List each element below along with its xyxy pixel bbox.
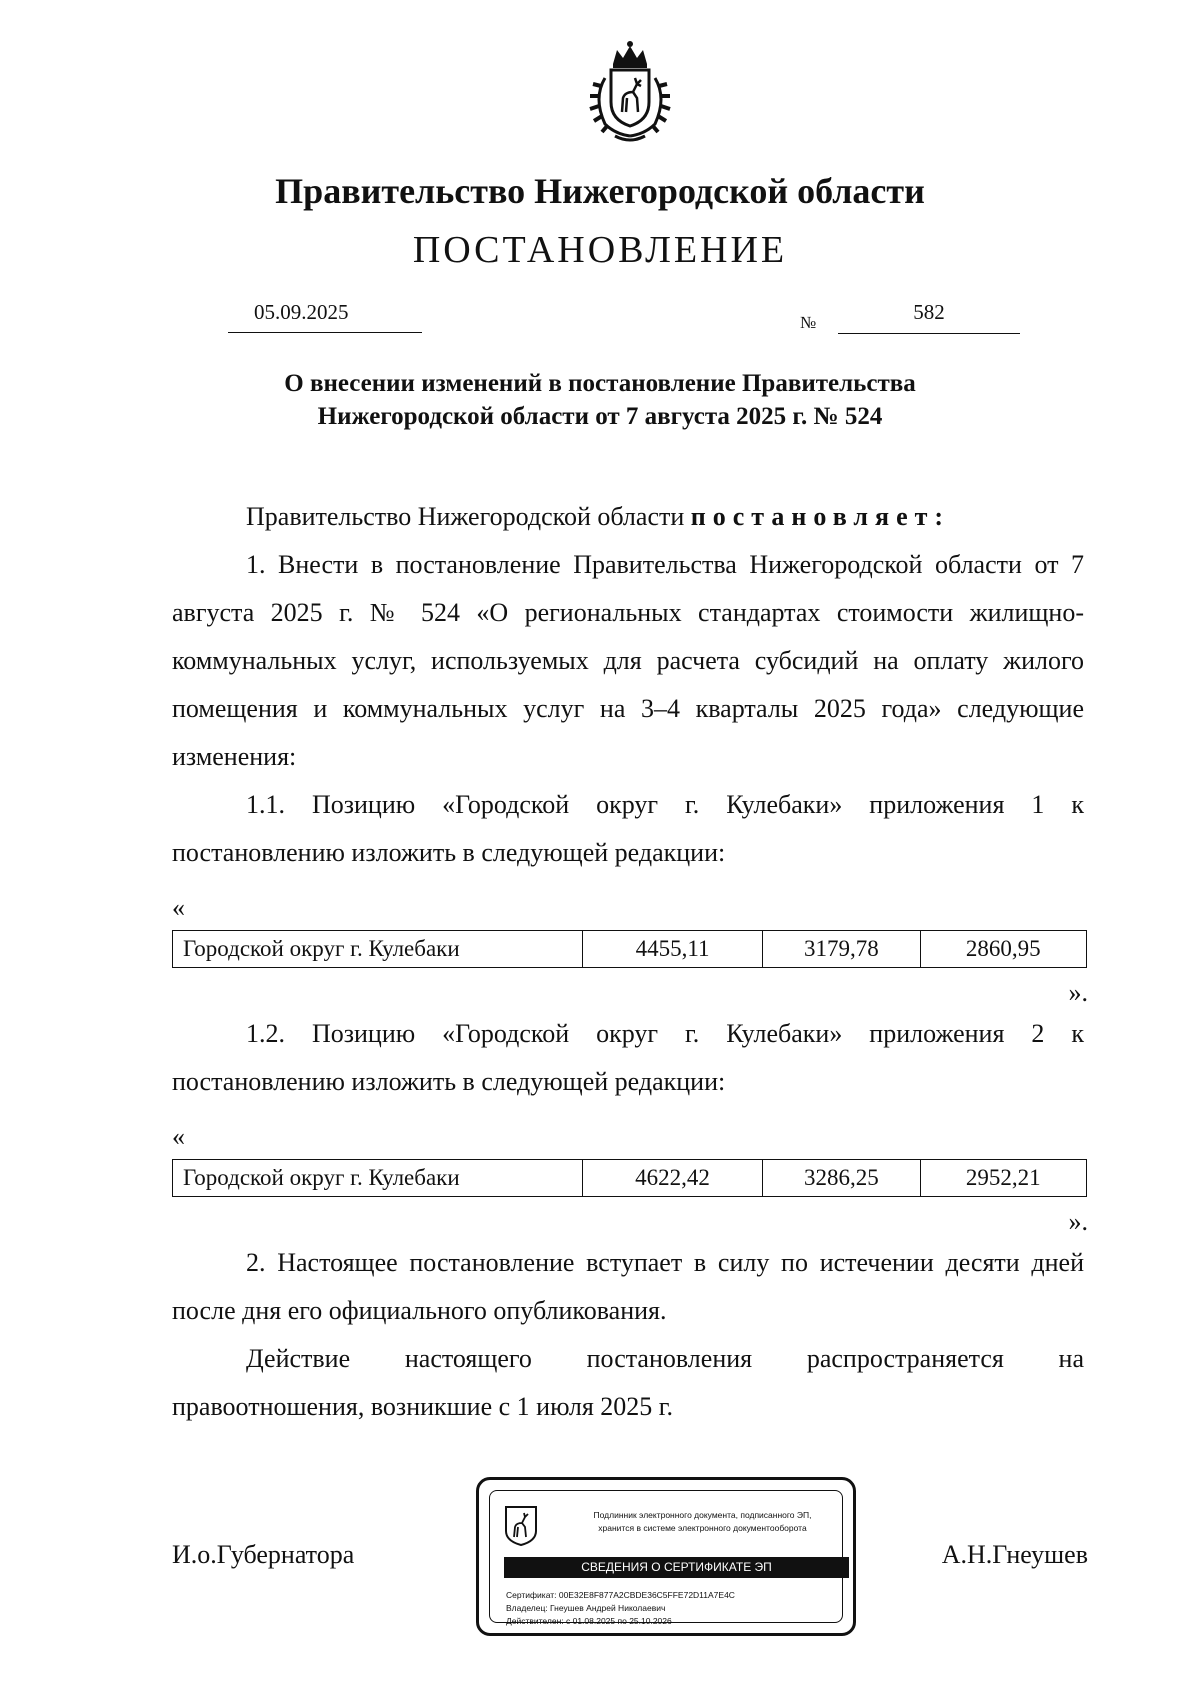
intro-paragraph xyxy=(246,493,950,541)
intro-text: Правительство Нижегородской области xyxy=(246,502,685,531)
table-cell-value: 4455,11 xyxy=(582,931,762,968)
table-cell-name: Городской округ г. Кулебаки xyxy=(173,931,583,968)
values-table-2 xyxy=(172,1159,1087,1197)
document-date: 05.09.2025 xyxy=(228,300,422,333)
table-cell-value: 2860,95 xyxy=(920,931,1086,968)
quote-close-2: ». xyxy=(1068,1207,1088,1236)
paragraph-3: Действие настоящего постановления распространяется на правоотношения, возникшие с 1 июля 2025 г. xyxy=(172,1344,1084,1421)
stamp-certificate-info xyxy=(506,1589,735,1628)
stamp-cert-id: Сертификат: 00E32E8F877A2CBDE36C5FFE72D11A7E4C xyxy=(506,1590,735,1600)
stamp-note-line-1: Подлинник электронного документа, подписанного ЭП, xyxy=(593,1510,812,1520)
table-cell-value: 2952,21 xyxy=(920,1160,1086,1197)
stamp-note xyxy=(560,1509,845,1535)
table-cell-value: 3179,78 xyxy=(763,931,920,968)
deer-emblem-icon xyxy=(504,1505,538,1547)
subject-line-1: О внесении изменений в постановление Правительства xyxy=(284,370,916,397)
stamp-certificate-header: СВЕДЕНИЯ О СЕРТИФИКАТЕ ЭП xyxy=(504,1557,849,1578)
values-table-1 xyxy=(172,930,1087,968)
stamp-frame xyxy=(489,1490,843,1626)
document-subject xyxy=(0,367,1200,433)
stamp-note-line-2: хранится в системе электронного документооборота xyxy=(598,1523,807,1533)
table-row xyxy=(173,1160,1087,1197)
document-type: ПОСТАНОВЛЕНИЕ xyxy=(412,229,788,271)
paragraph-1-2: 1.2. Позицию «Городской округ г. Кулебаки» приложения 2 к постановлению изложить в следующей редакции: xyxy=(172,1019,1084,1096)
intro-verb: постановляет: xyxy=(690,502,951,531)
signatory-name: А.Н.Гнеушев xyxy=(941,1540,1088,1569)
stamp-owner: Владелец: Гнеушев Андрей Николаевич xyxy=(506,1603,666,1613)
stamp-validity: Действителен: с 01.08.2025 по 25.10.2026 xyxy=(506,1616,672,1626)
table-cell-value: 3286,25 xyxy=(763,1160,920,1197)
quote-close-1: ». xyxy=(1068,978,1088,1007)
quote-open-1: « xyxy=(172,893,185,922)
table-cell-name: Городской округ г. Кулебаки xyxy=(173,1160,583,1197)
number-sign: № xyxy=(800,313,817,332)
document-number: 582 xyxy=(838,300,1020,334)
paragraph-2: 2. Настоящее постановление вступает в силу по истечении десяти дней после дня его официального опубликования. xyxy=(172,1248,1084,1325)
coat-of-arms-icon xyxy=(575,38,685,146)
subject-line-2: Нижегородской области от 7 августа 2025 г. № 524 xyxy=(317,403,883,430)
table-cell-value: 4622,42 xyxy=(582,1160,762,1197)
quote-open-2: « xyxy=(172,1122,185,1151)
paragraph-1-1: 1.1. Позицию «Городской округ г. Кулебаки» приложения 1 к постановлению изложить в следующей редакции: xyxy=(172,790,1084,867)
table-row xyxy=(173,931,1087,968)
government-title: Правительство Нижегородской области xyxy=(275,171,925,211)
signatory-role: И.о.Губернатора xyxy=(172,1540,355,1569)
e-signature-stamp xyxy=(476,1477,856,1636)
paragraph-1: 1. Внести в постановление Правительства Нижегородской области от 7 августа 2025 г. № 524 «О региональных стандартах стоимости жилищно-коммунальных услуг, используемых для расчета субсидий на оплату жилого помещения и коммунальных услуг на 3–4 кварталы 2025 года» следующие изменения: xyxy=(172,550,1084,771)
